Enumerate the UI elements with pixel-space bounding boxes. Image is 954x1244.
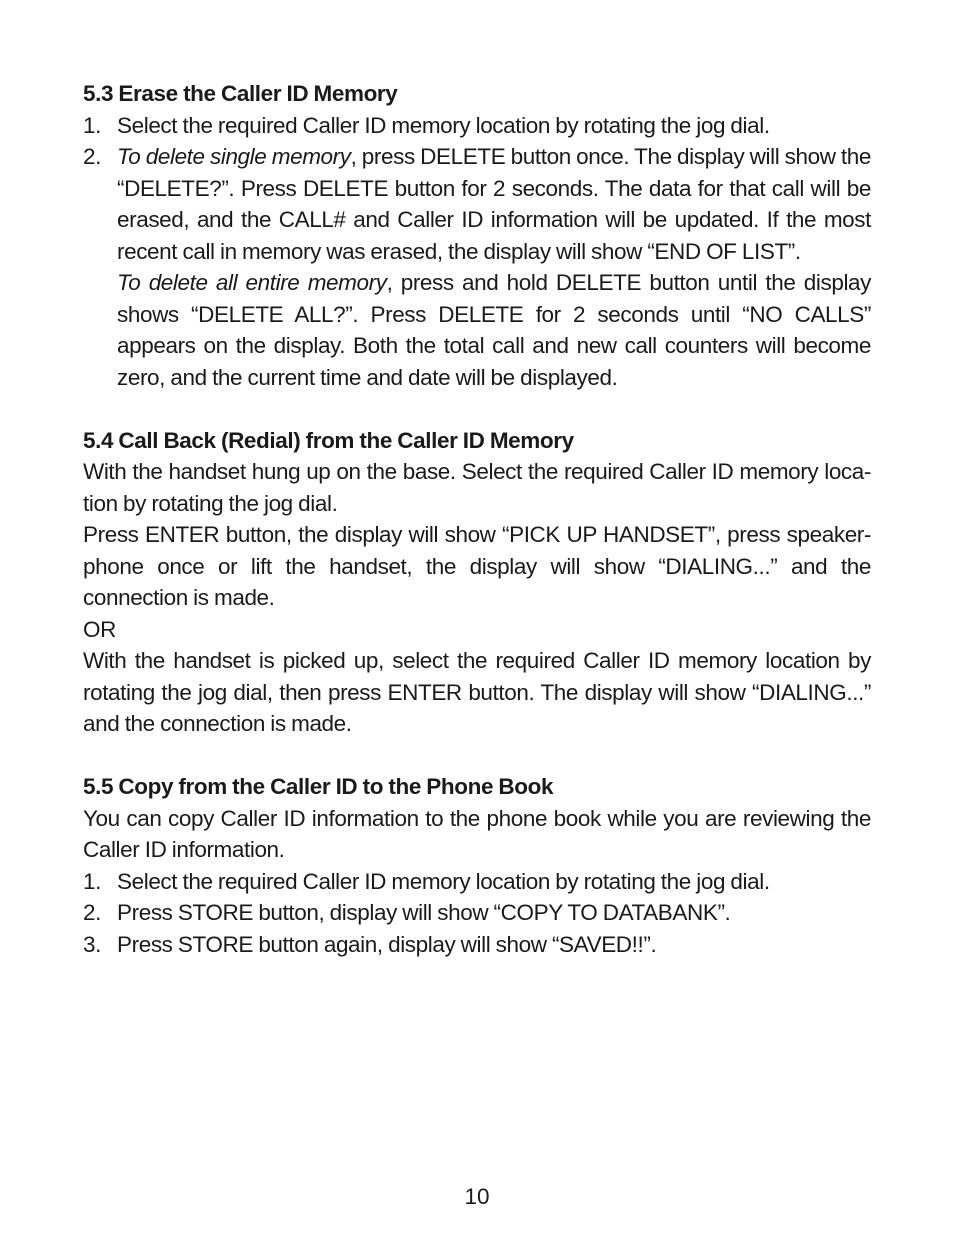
list-text: Press STORE button, display will show “COPY TO DATABANK”. [117,900,731,925]
manual-page [83,78,871,960]
paragraph: With the handset is picked up, select the required Caller ID memory location by rotating the jog dial, then press ENTER button. The display will show “DIALING...” and the connection is made. [83,648,871,736]
section-5-3 [83,78,871,393]
paragraph-text: , press and hold DELETE button until the display shows “DELETE ALL?”. Press DELETE for 2 seconds until “NO CALLS” appears on the display. Both the total call and new call counters will become zero, and the current time and date will be displayed. [117,270,872,390]
italic-phrase: To delete all entire memory [117,270,387,295]
italic-phrase: To delete single memory [117,144,351,169]
section-heading: 5.4 Call Back (Redial) from the Caller ID Memory [83,427,574,453]
list-number: 1. [83,112,101,138]
list-text: Select the required Caller ID memory location by rotating the jog dial. [117,112,770,138]
list-item [83,110,871,142]
list-text: Press STORE button again, display will show “SAVED!!”. [117,931,657,957]
list-number: 2. [83,900,101,925]
list-number: 3. [83,931,101,957]
paragraph: You can copy Caller ID information to the phone book while you are reviewing the Caller ID information. [83,805,871,862]
section-heading: 5.3 Erase the Caller ID Memory [83,81,398,106]
list-number: 2. [83,144,101,169]
section-heading: 5.5 Copy from the Caller ID to the Phone Book [83,774,554,799]
list-number: 1. [83,868,101,894]
steps-list [83,866,871,961]
list-item [83,866,871,898]
list-item [83,897,871,929]
list-item [83,141,871,267]
section-5-4 [83,425,871,740]
paragraph: With the handset hung up on the base. Select the required Caller ID memory loca-tion by rotating the jog dial. [83,459,871,516]
steps-list [83,110,871,268]
paragraph: Press ENTER button, the display will show “PICK UP HANDSET”, press speaker-phone once or lift the handset, the display will show “DIALING...” and the connection is made. [83,522,871,610]
page-number: 10 [464,1184,490,1209]
list-text: Select the required Caller ID memory location by rotating the jog dial. [117,868,770,894]
paragraph: OR [83,616,116,642]
list-text: , press DELETE button once. The display will show the “DELETE?”. Press DELETE button for 2 seconds. The data for that call will be erased, and the CALL# and Caller ID information will be updated. If the most recent call in memory was erased, the display will show “END OF LIST”. [117,144,872,264]
section-5-5 [83,771,871,960]
list-item [83,929,871,961]
sub-paragraph [83,267,871,393]
